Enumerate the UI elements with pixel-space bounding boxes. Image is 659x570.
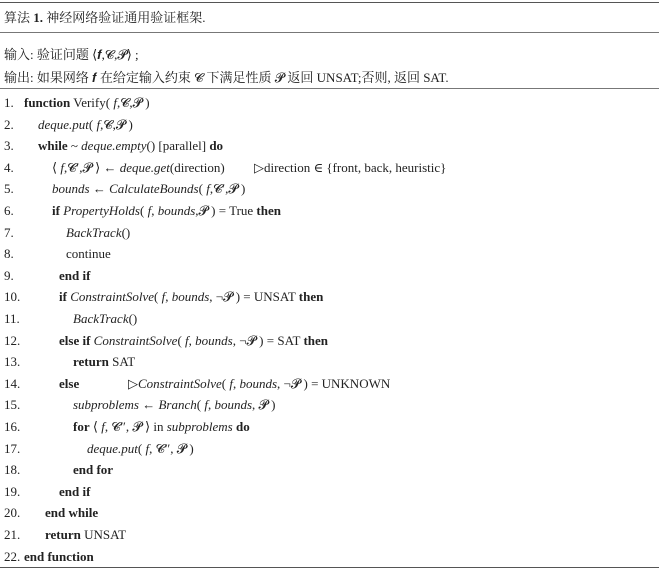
line-number: 8. [4, 246, 14, 262]
top-rule [0, 2, 659, 3]
pseudocode-line [4, 351, 136, 372]
line-number: 11. [4, 311, 20, 326]
line-code: deque.put( f, 𝓒″, 𝓟 ) [87, 440, 194, 456]
line-code: BackTrack() [73, 311, 138, 326]
pseudocode-line [4, 373, 391, 394]
line-number: 7. [4, 224, 14, 240]
line-code: else if ConstraintSolve( f, bounds, ¬𝓟 ) = SAT then [59, 332, 329, 348]
algorithm-caption [4, 7, 206, 26]
line-code: return UNSAT [45, 527, 127, 542]
line-number: 16. [4, 419, 21, 434]
pseudocode-line [4, 135, 224, 156]
pseudocode-line [4, 114, 133, 135]
io-rule [0, 88, 659, 89]
line-code: bounds ← CalculateBounds( f,𝓒′,𝓟 ) [52, 181, 246, 197]
line-number: 4. [4, 159, 14, 175]
bottom-rule [0, 567, 659, 568]
input-text: 验证问题 ⟨𝒇,𝓒,𝓟⟩ ; [36, 47, 139, 62]
caption-number: 1. [33, 10, 44, 25]
pseudocode-line [4, 394, 276, 415]
line-number: 3. [4, 138, 14, 154]
output-line [4, 67, 449, 86]
pseudocode-line [4, 308, 138, 329]
line-code: while ~ deque.empty() [parallel] do [38, 138, 224, 154]
line-number: 20. [4, 505, 21, 521]
line-number: 13. [4, 354, 21, 370]
pseudocode-line [4, 200, 281, 221]
input-line [4, 44, 139, 63]
pseudocode-line [4, 286, 324, 307]
input-label: 输入: [4, 47, 34, 62]
pseudocode-line [4, 222, 131, 243]
pseudocode-line [4, 502, 99, 523]
output-label: 输出: [4, 70, 34, 85]
pseudocode-line [4, 157, 447, 178]
line-code: end if [59, 267, 91, 283]
line-number: 6. [4, 203, 14, 218]
caption-rule [0, 32, 659, 33]
line-code: else ▷ConstraintSolve( f, bounds, ¬𝓟 ) = UNKNOWN [59, 375, 391, 391]
output-text: 如果网络 𝒇 在给定输入约束 𝓒 下满足性质 𝓟 返回 UNSAT;否则, 返回 SAT. [36, 70, 449, 85]
line-number: 18. [4, 462, 21, 478]
pseudocode-line [4, 178, 246, 199]
line-number: 12. [4, 332, 21, 348]
line-code: for ⟨ f, 𝓒″, 𝓟 ⟩ in subproblems do [73, 419, 250, 434]
line-number: 9. [4, 267, 14, 283]
pseudocode-line [4, 481, 91, 502]
pseudocode-line [4, 438, 194, 459]
line-code: continue [66, 246, 111, 262]
pseudocode-line [4, 92, 150, 113]
line-code: end for [73, 462, 114, 478]
line-number: 21. [4, 527, 21, 542]
line-number: 15. [4, 397, 21, 413]
pseudocode-line [4, 416, 250, 437]
line-code: end function [24, 548, 94, 564]
line-code: subproblems ← Branch( f, bounds, 𝓟 ) [73, 397, 276, 413]
line-code: ⟨ f,𝓒′,𝓟 ⟩ ← deque.get(direction) ▷direction ∈ {front, back, heuristic} [52, 159, 447, 175]
line-number: 19. [4, 483, 21, 499]
line-code: deque.put( f,𝓒,𝓟 ) [38, 116, 133, 132]
line-code: function Verify( f,𝓒,𝓟 ) [24, 95, 150, 110]
line-number: 2. [4, 116, 14, 132]
pseudocode-line [4, 330, 329, 351]
caption-title: 神经网络验证通用验证框架. [46, 10, 206, 25]
line-number: 1. [4, 95, 14, 110]
pseudocode-line [4, 265, 91, 286]
line-code: if ConstraintSolve( f, bounds, ¬𝓟 ) = UNSAT then [59, 289, 324, 305]
pseudocode-line [4, 459, 114, 480]
pseudocode-line [4, 243, 111, 264]
line-number: 10. [4, 289, 21, 305]
line-code: if PropertyHolds( f, bounds,𝓟 ) = True then [52, 203, 281, 218]
pseudocode-line [4, 546, 94, 567]
line-number: 22. [4, 548, 21, 564]
pseudocode-line [4, 524, 127, 545]
line-code: end if [59, 483, 91, 499]
line-code: BackTrack() [66, 224, 131, 240]
line-code: return SAT [73, 354, 136, 370]
caption-prefix: 算法 [4, 10, 31, 25]
line-number: 5. [4, 181, 14, 197]
line-number: 17. [4, 440, 21, 456]
line-number: 14. [4, 375, 21, 391]
line-code: end while [45, 505, 99, 521]
